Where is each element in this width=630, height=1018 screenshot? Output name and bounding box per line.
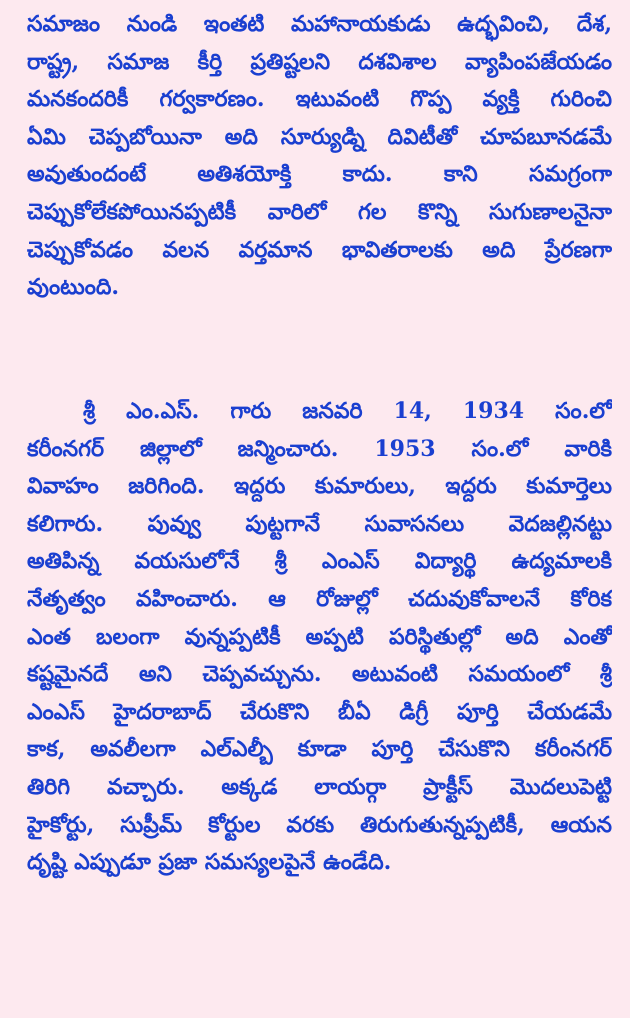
- text-line: రాష్ట్ర, సమాజ కీర్తి ప్రతిష్టలని దశవిశాల వ్యాపింపజేయడం: [27, 48, 612, 75]
- text-line: వివాహం జరిగింది. ఇద్దరు కుమారులు, ఇద్దరు కుమార్తెలు: [27, 473, 612, 500]
- text-line: కరీంనగర్ జిల్లాలో జన్మించారు. 1953 సం.లో వారికి: [27, 435, 612, 462]
- text-line: కలిగారు. పువ్వు పుట్టగానే సువాసనలు వెదజల్లినట్టు: [27, 510, 612, 537]
- text-line: దృష్టి ఎప్పుడూ ప్రజా సమస్యలపైనే ఉండేది.: [27, 849, 392, 876]
- paragraph-1: [27, 6, 612, 307]
- text-line: తిరిగి వచ్చారు. అక్కడ లాయర్గా ప్రాక్టీస్ మొదలుపెట్టి: [27, 773, 612, 800]
- text-line-content: శ్రీ ఎం.ఎస్. గారు జనవరి 14, 1934 సం.లో: [83, 398, 612, 424]
- text-line: చెప్పుకోవడం వలన వర్తమాన భావితరాలకు అది ప్రేరణగా: [27, 236, 612, 263]
- text-line: నేతృత్వం వహించారు. ఆ రోజుల్లో చదువుకోవాలనే కోరిక: [27, 585, 612, 612]
- text-line: వుంటుంది.: [27, 274, 120, 301]
- text-line: కాక, అవలీలగా ఎల్ఎల్బీ కూడా పూర్తి చేసుకొని కరీంనగర్: [27, 736, 612, 763]
- text-line: హైకోర్టు, సుప్రీమ్ కోర్టుల వరకు తిరుగుతున్నప్పటికీ, ఆయన: [27, 811, 612, 838]
- text-line: కష్టమైనదే అని చెప్పవచ్చును. అటువంటి సమయంలో శ్రీ: [27, 661, 612, 688]
- text-line: సమాజం నుండి ఇంతటి మహానాయకుడు ఉద్భవించి, దేశ,: [27, 11, 612, 37]
- text-line: అతిపిన్న వయసులోనే శ్రీ ఎంఎస్ విద్యార్థి ఉద్యమాలకి: [27, 548, 612, 575]
- text-line: చెప్పుకోలేకపోయినప్పటికీ వారిలో గల కొన్ని సుగుణాలనైనా: [27, 198, 612, 225]
- text-line: మనకందరికీ గర్వకారణం. ఇటువంటి గొప్ప వ్యక్తి గురించి: [27, 86, 612, 113]
- text-line: ఏమి చెప్పబోయినా అది సూర్యుడ్ని దివిటీతో చూపబూనడమే: [27, 123, 612, 150]
- text-line: ఎంత బలంగా వున్నప్పటికీ అప్పటి పరిస్థితుల్లో అది ఎంతో: [27, 623, 612, 650]
- text-line-indented: [27, 393, 612, 431]
- paragraph-2: [27, 393, 612, 882]
- text-line: ఎంఎస్ హైదరాబాద్ చేరుకొని బీఏ డిగ్రీ పూర్తి చేయడమే: [27, 698, 612, 725]
- text-line: అవుతుందంటే అతిశయోక్తి కాదు. కాని సమగ్రంగా: [27, 161, 612, 188]
